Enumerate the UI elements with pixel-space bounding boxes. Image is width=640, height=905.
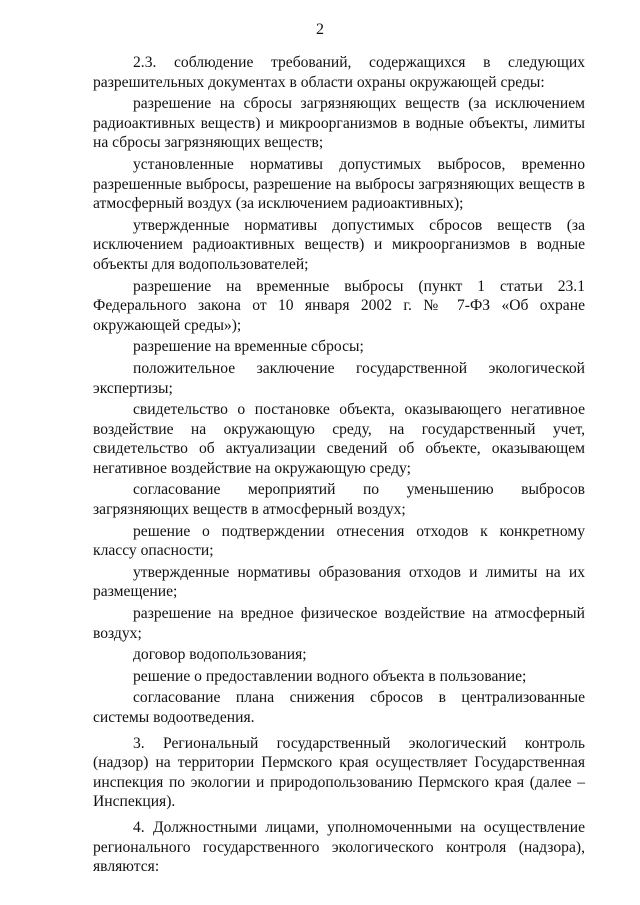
paragraph-2-3-intro: 2.3. соблюдение требований, содержащихся в следующих разрешительных документах в области охраны окружающей среды:	[93, 54, 585, 91]
list-item-discharge-reduction-plan: согласование плана снижения сбросов в централизованные системы водоотведения.	[93, 689, 585, 726]
list-item-physical-impact-permit: разрешение на вредное физическое воздействие на атмосферный воздух;	[93, 605, 585, 642]
paragraph-3: 3. Региональный государственный экологический контроль (надзор) на территории Пермского края осуществляет Государственная инспекция по экологии и природопользованию Пермского края (далее – Инспекция).	[93, 734, 585, 811]
list-item-temporary-discharges-permit: разрешение на временные сбросы;	[133, 338, 364, 356]
list-item-emission-standards: установленные нормативы допустимых выбросов, временно разрешенные выбросы, разрешение на выбросы загрязняющих веществ в атмосферный воздух (за исключением радиоактивных);	[93, 155, 585, 213]
paragraph-4: 4. Должностными лицами, уполномоченными на осуществление регионального государственного экологического контроля (надзора), являются:	[93, 818, 585, 876]
list-item-discharge-standards: утвержденные нормативы допустимых сбросов веществ (за исключением радиоактивных веществ) и микроорганизмов в водные объекты для водопользователей;	[93, 216, 585, 273]
list-item-expertise-conclusion: положительное заключение государственной экологической экспертизы;	[93, 359, 585, 397]
page-number: 2	[316, 21, 324, 38]
list-item-registration-certificate: свидетельство о постановке объекта, оказывающего негативное воздействие на окружающую среду, на государственный учет, свидетельство об актуализации сведений об объекте, оказывающем негативное воздействие на окружающую среду;	[93, 401, 585, 477]
list-item-emission-reduction-approval: согласование мероприятий по уменьшению выбросов загрязняющих веществ в атмосферный воздух;	[93, 481, 585, 519]
list-item-hazard-class-decision: решение о подтверждении отнесения отходов к конкретному классу опасности;	[93, 522, 585, 560]
list-item-temporary-emissions-permit: разрешение на временные выбросы (пункт 1 статьи 23.1 Федерального закона от 10 января 2002 г. № 7-ФЗ «Об охране окружающей среды»);	[93, 277, 585, 334]
list-item-discharge-permit: разрешение на сбросы загрязняющих веществ (за исключением радиоактивных веществ) и микроорганизмов в водные объекты, лимиты на сбросы загрязняющих веществ;	[93, 95, 585, 152]
list-item-water-use-contract: договор водопользования;	[133, 646, 307, 664]
list-item-waste-standards: утвержденные нормативы образования отходов и лимиты на их размещение;	[93, 563, 585, 601]
list-item-water-body-decision: решение о предоставлении водного объекта в пользование;	[133, 667, 527, 685]
document-body	[93, 53, 585, 879]
